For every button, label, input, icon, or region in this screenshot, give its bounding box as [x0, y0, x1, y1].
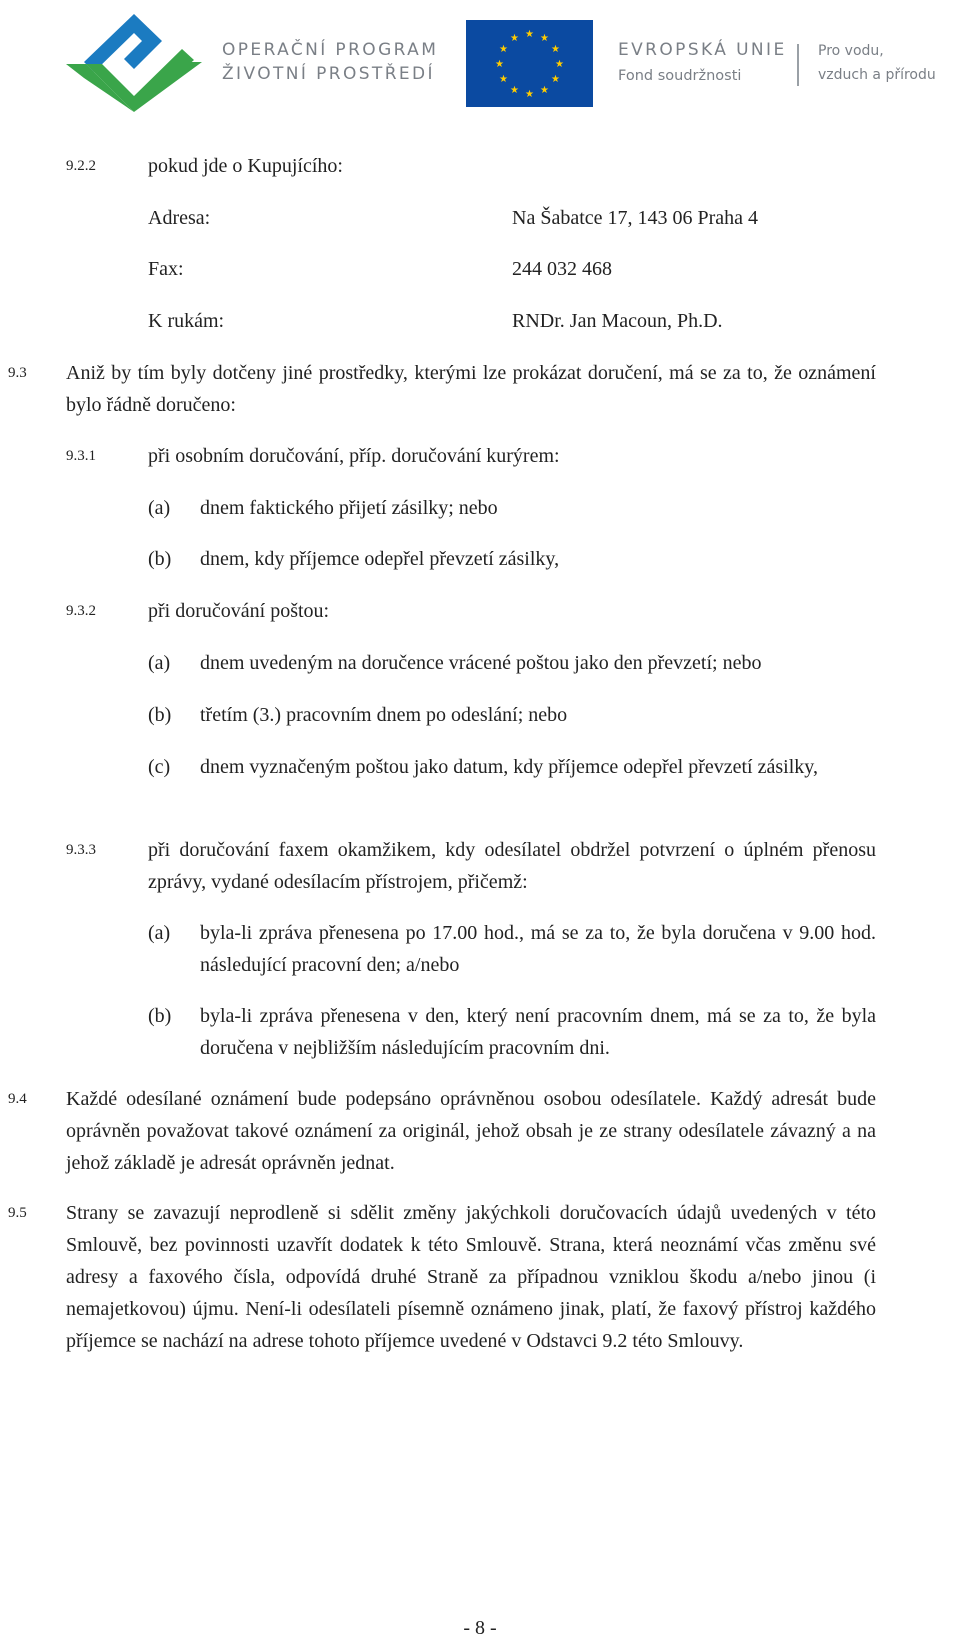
clause-text-9-4: Každé odesílané oznámení bude podepsáno oprávněnou osobou odesílatele. Každý adresát bude oprávněn považovat takové oznámení za originál, jehož obsah je ze strany odesílatele závazný a na jehož základě je adresát oprávněn jednat. — [66, 1088, 876, 1174]
item-text-9-3-1-b: dnem, kdy příjemce odepřel převzetí zásilky, — [200, 548, 560, 570]
item-label-9-3-1-b: (b) — [148, 548, 172, 570]
clause-number-9-3-2: 9.3.2 — [66, 603, 96, 619]
eu-logo-line2: Fond soudržnosti — [618, 68, 742, 84]
slogan-line1: Pro vodu, — [818, 43, 884, 59]
item-label-9-3-2-b: (b) — [148, 704, 172, 726]
svg-text:★: ★ — [525, 89, 534, 100]
clause-number-9-2-2: 9.2.2 — [66, 158, 96, 174]
svg-text:★: ★ — [551, 44, 560, 55]
clause-number-9-3-1: 9.3.1 — [66, 448, 96, 464]
address-label: Adresa: — [148, 207, 211, 229]
item-text-9-3-2-c: dnem vyznačeným poštou jako datum, kdy příjemce odepřel převzetí zásilky, — [200, 756, 818, 778]
svg-text:★: ★ — [499, 44, 508, 55]
clause-text-9-3-1: při osobním doručování, příp. doručování kurýrem: — [148, 445, 560, 467]
clause-number-9-3: 9.3 — [8, 365, 27, 381]
slogan-line2: vzduch a přírodu — [818, 67, 936, 83]
svg-text:★: ★ — [510, 33, 519, 44]
svg-text:★: ★ — [495, 59, 504, 70]
item-text-9-3-1-a: dnem faktického přijetí zásilky; nebo — [200, 497, 498, 519]
item-text-9-3-2-b: třetím (3.) pracovním dnem po odeslání; nebo — [200, 704, 568, 726]
item-text-9-3-3-a: byla-li zpráva přenesena po 17.00 hod., má se za to, že byla doručena v 9.00 hod. následující pracovní den; a/nebo — [200, 922, 876, 976]
clause-text-9-2-2: pokud jde o Kupujícího: — [148, 155, 343, 177]
svg-text:★: ★ — [540, 33, 549, 44]
address-value: Na Šabatce 17, 143 06 Praha 4 — [512, 207, 759, 229]
attention-label: K rukám: — [148, 310, 225, 332]
clause-text-9-5: Strany se zavazují neprodleně si sdělit změny jakýchkoli doručovacích údajů uvedených v této Smlouvě, bez povinnosti uzavřít dodatek k této Smlouvě. Strana, která neoznámí včas změnu své adresy a faxového čísla, odpovídá druhé Straně za případnou vzniklou škodu a/nebo jinou (i nemajetkovou) újmu. Není-li odesílateli písemně oznámeno jinak, platí, že faxový přístroj každého příjemce se nachází na adrese tohoto příjemce uvedené v Odstavci 9.2 této Smlouvy. — [66, 1202, 876, 1352]
item-label-9-3-1-a: (a) — [148, 497, 171, 519]
fax-value: 244 032 468 — [512, 258, 612, 280]
fax-label: Fax: — [148, 258, 184, 280]
svg-text:★: ★ — [555, 59, 564, 70]
svg-text:★: ★ — [551, 74, 560, 85]
svg-text:★: ★ — [499, 74, 508, 85]
item-label-9-3-2-a: (a) — [148, 652, 171, 674]
clause-text-9-3: Aniž by tím byly dotčeny jiné prostředky, kterými lze prokázat doručení, má se za to, že oznámení bylo řádně doručeno: — [66, 362, 876, 416]
item-text-9-3-2-a: dnem uvedeným na doručence vrácené poštou jako den převzetí; nebo — [200, 652, 762, 674]
page-number: - 8 - — [463, 1617, 497, 1639]
op-logo-text — [222, 38, 438, 86]
clause-number-9-3-3: 9.3.3 — [66, 842, 96, 858]
svg-text:★: ★ — [525, 29, 534, 40]
svg-text:★: ★ — [510, 85, 519, 96]
item-label-9-3-3-a: (a) — [148, 922, 171, 944]
clause-number-9-4: 9.4 — [8, 1091, 27, 1107]
svg-text:★: ★ — [540, 85, 549, 96]
item-label-9-3-3-b: (b) — [148, 1005, 172, 1027]
eu-flag-icon — [466, 20, 593, 107]
operacni-program-logo-icon — [66, 12, 202, 112]
clause-number-9-5: 9.5 — [8, 1205, 27, 1221]
logo-divider — [797, 44, 799, 86]
slogan — [818, 39, 936, 87]
eu-logo-line1: EVROPSKÁ UNIE — [618, 40, 787, 60]
page-header — [0, 0, 960, 120]
op-logo-line2: ŽIVOTNÍ PROSTŘEDÍ — [222, 64, 435, 84]
eu-logo-text — [618, 38, 787, 88]
attention-value: RNDr. Jan Macoun, Ph.D. — [512, 310, 723, 332]
op-logo-line1: OPERAČNÍ PROGRAM — [222, 40, 439, 60]
clause-text-9-3-3: při doručování faxem okamžikem, kdy odesílatel obdržel potvrzení o úplném přenosu zprávy, vydané odesílacím přístrojem, přičemž: — [148, 839, 876, 893]
clause-text-9-3-2: při doručování poštou: — [148, 600, 330, 622]
item-label-9-3-2-c: (c) — [148, 756, 171, 778]
item-text-9-3-3-b: byla-li zpráva přenesena v den, který není pracovním dnem, má se za to, že byla doručena v nejbližším následujícím pracovním dni. — [200, 1005, 876, 1059]
